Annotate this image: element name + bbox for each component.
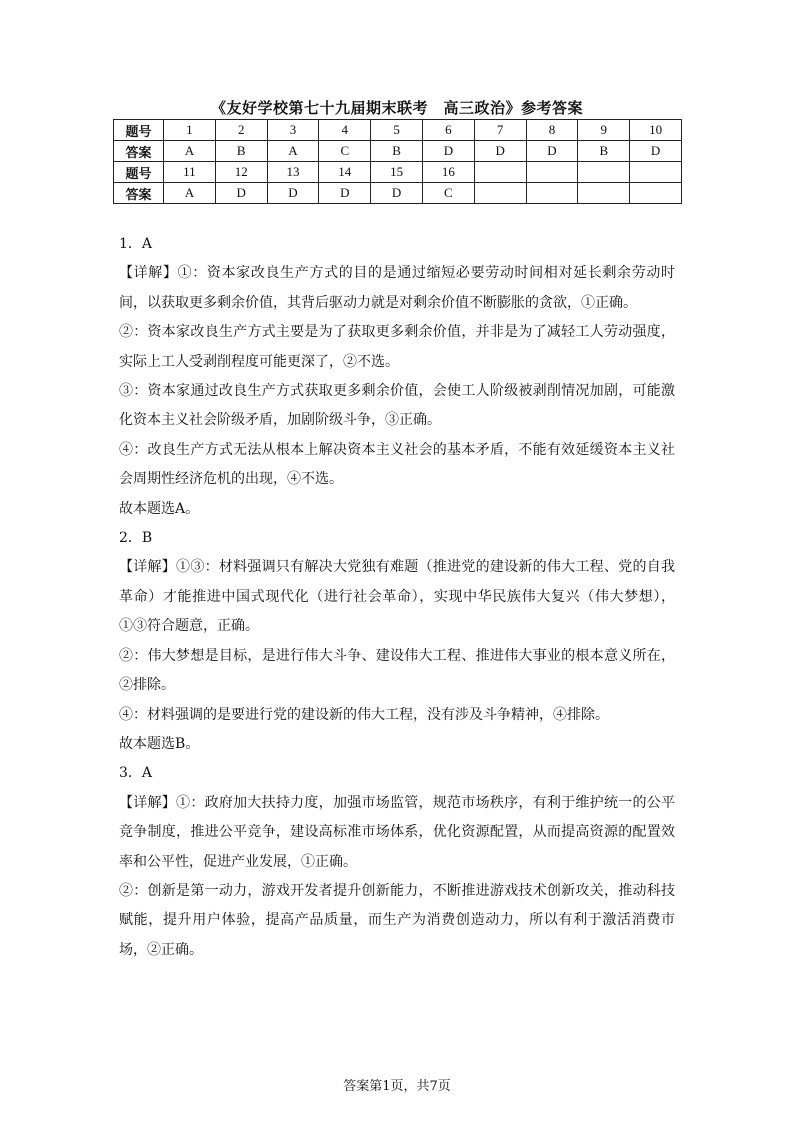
- table-cell: 5: [371, 120, 423, 141]
- table-cell: D: [319, 183, 371, 204]
- table-cell: D: [526, 141, 578, 162]
- table-cell: D: [267, 183, 319, 204]
- conclusion-line: 故本题选A。: [119, 500, 200, 517]
- conclusion-line: 故本题选B。: [119, 735, 200, 752]
- table-row-questions-2: [114, 162, 682, 183]
- table-cell: 16: [422, 162, 474, 183]
- table-row-questions-1: [114, 120, 682, 141]
- row-label-answer: 答案: [114, 183, 164, 204]
- table-cell: 11: [164, 162, 216, 183]
- table-cell: [526, 183, 578, 204]
- table-cell: D: [422, 141, 474, 162]
- table-cell: B: [578, 141, 630, 162]
- row-label-question: 题号: [114, 120, 164, 141]
- question-heading: 2．B: [119, 530, 153, 547]
- table-cell: [474, 162, 526, 183]
- table-cell: 2: [215, 120, 267, 141]
- explanation-paragraph: 【详解】①：政府加大扶持力度，加强市场监管，规范市场秩序，有利于维护统一的公平竞争制度，推进公平竞争，建设高标准市场体系，优化资源配置，从而提高资源的配置效率和公平性，促进产业发展，①正确。: [119, 794, 675, 870]
- table-cell: D: [215, 183, 267, 204]
- answer-table: [113, 119, 682, 204]
- explanation-paragraph: ④：材料强调的是要进行党的建设新的伟大工程，没有涉及斗争精神，④排除。: [119, 706, 609, 723]
- table-cell: A: [267, 141, 319, 162]
- explanation-paragraph: ②：伟大梦想是目标，是进行伟大斗争、建设伟大工程、推进伟大事业的根本意义所在，②排除。: [119, 647, 675, 694]
- explanation-paragraph: 【详解】①：资本家改良生产方式的目的是通过缩短必要劳动时间相对延长剩余劳动时间，以获取更多剩余价值，其背后驱动力就是对剩余价值不断膨胀的贪欲，①正确。: [119, 265, 675, 311]
- table-cell: 4: [319, 120, 371, 141]
- page-title: 《友好学校第七十九届期末联考 高三政治》参考答案: [210, 99, 583, 117]
- answer-explanations: [119, 230, 675, 965]
- question-heading: 1．A: [119, 236, 153, 252]
- row-label-answer: 答案: [114, 141, 164, 162]
- table-cell: D: [474, 141, 526, 162]
- table-cell: A: [164, 183, 216, 204]
- table-cell: A: [164, 141, 216, 162]
- table-cell: 7: [474, 120, 526, 141]
- table-cell: 1: [164, 120, 216, 141]
- table-cell: [474, 183, 526, 204]
- page-footer: 答案第1页，共7页: [343, 1079, 451, 1094]
- table-cell: C: [422, 183, 474, 204]
- table-cell: 6: [422, 120, 474, 141]
- table-cell: 13: [267, 162, 319, 183]
- question-heading: 3．A: [119, 765, 153, 782]
- table-cell: 3: [267, 120, 319, 141]
- row-label-question: 题号: [114, 162, 164, 183]
- explanation-paragraph: 【详解】①③：材料强调只有解决大党独有难题（推进党的建设新的伟大工程、党的自我革命）才能推进中国式现代化（进行社会革命），实现中华民族伟大复兴（伟大梦想），①③符合题意，正确。: [119, 559, 675, 635]
- table-cell: B: [371, 141, 423, 162]
- table-cell: C: [319, 141, 371, 162]
- table-cell: [578, 183, 630, 204]
- table-cell: [578, 162, 630, 183]
- explanation-paragraph: ②：创新是第一动力，游戏开发者提升创新能力，不断推进游戏技术创新攻关，推动科技赋能，提升用户体验，提高产品质量，而生产为消费创造动力，所以有利于激活消费市场，②正确。: [119, 882, 675, 958]
- table-row-answers-2: [114, 183, 682, 204]
- table-cell: [526, 162, 578, 183]
- table-cell: 12: [215, 162, 267, 183]
- explanation-paragraph: ④：改良生产方式无法从根本上解决资本主义社会的基本矛盾，不能有效延缓资本主义社会周期性经济危机的出现，④不选。: [119, 441, 675, 488]
- table-cell: 9: [578, 120, 630, 141]
- table-cell: [630, 183, 682, 204]
- table-cell: 10: [630, 120, 682, 141]
- explanation-paragraph: ②：资本家改良生产方式主要是为了获取更多剩余价值，并非是为了减轻工人劳动强度，实际上工人受剥削程度可能更深了，②不选。: [119, 324, 675, 370]
- table-cell: 8: [526, 120, 578, 141]
- table-cell: [630, 162, 682, 183]
- table-cell: D: [630, 141, 682, 162]
- table-cell: D: [371, 183, 423, 204]
- explanation-paragraph: ③：资本家通过改良生产方式获取更多剩余价值，会使工人阶级被剥削情况加剧，可能激化资本主义社会阶级矛盾，加剧阶级斗争，③正确。: [119, 383, 675, 429]
- table-cell: 15: [371, 162, 423, 183]
- table-cell: 14: [319, 162, 371, 183]
- table-cell: B: [215, 141, 267, 162]
- table-row-answers-1: [114, 141, 682, 162]
